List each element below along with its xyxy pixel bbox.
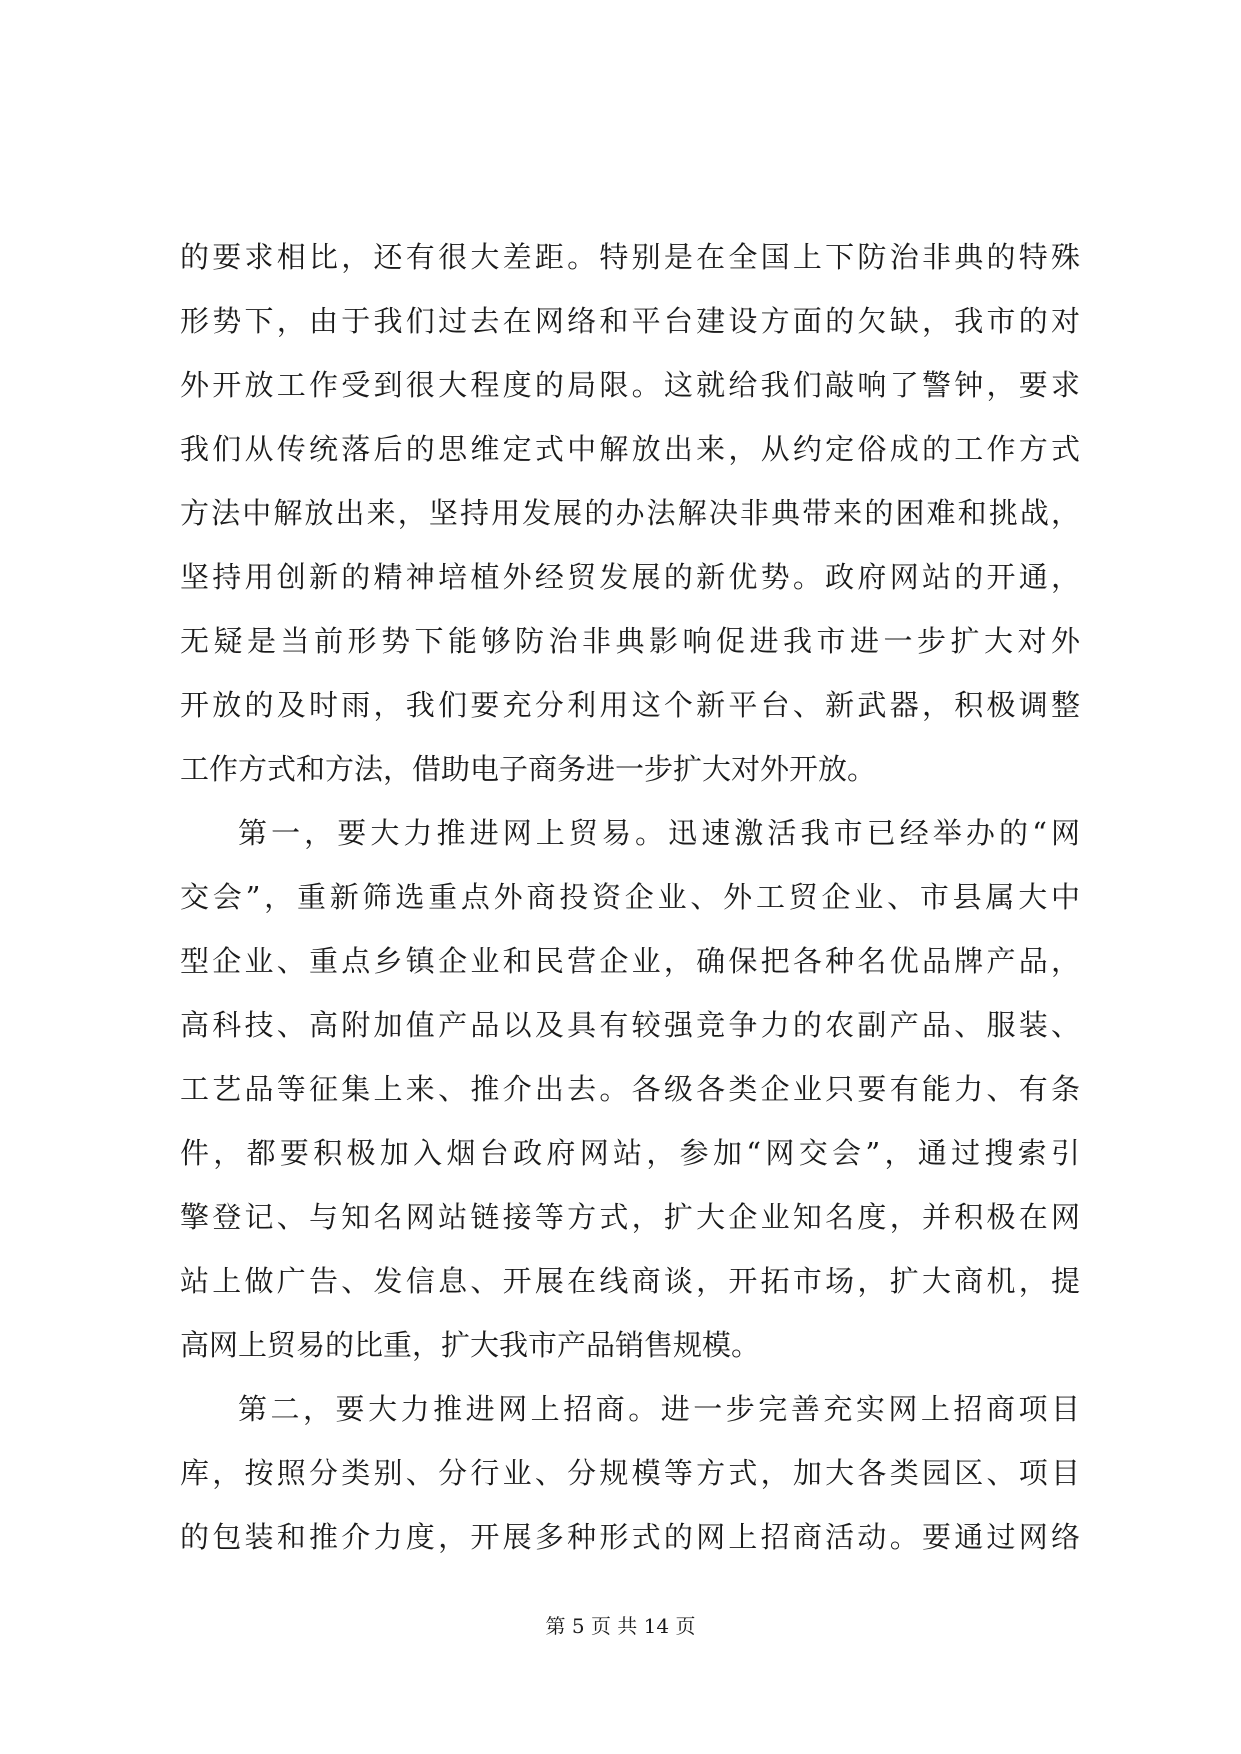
- paragraph-3-line-3: 的包装和推介力度，开展多种形式的网上招商活动。要通过网络: [180, 1520, 1080, 1554]
- paragraph-1-line-2: 形势下，由于我们过去在网络和平台建设方面的欠缺，我市的对: [180, 304, 1080, 338]
- paragraph-1-line-1: 的要求相比，还有很大差距。特别是在全国上下防治非典的特殊: [180, 240, 1080, 274]
- paragraph-2-line-3: 型企业、重点乡镇企业和民营企业，确保把各种名优品牌产品，: [180, 944, 1080, 978]
- paragraph-1-line-6: 坚持用创新的精神培植外经贸发展的新优势。政府网站的开通，: [180, 560, 1080, 594]
- page-footer: [0, 1610, 1241, 1639]
- paragraph-3-line-2: 库，按照分类别、分行业、分规模等方式，加大各类园区、项目: [180, 1456, 1080, 1490]
- paragraph-1-line-4: 我们从传统落后的思维定式中解放出来，从约定俗成的工作方式: [180, 432, 1080, 466]
- paragraph-2-line-1: 第一，要大力推进网上贸易。迅速激活我市已经举办的“网: [238, 816, 1080, 850]
- paragraph-2-line-6: 件，都要积极加入烟台政府网站，参加“网交会”，通过搜索引: [180, 1136, 1080, 1170]
- paragraph-2-line-7: 擎登记、与知名网站链接等方式，扩大企业知名度，并积极在网: [180, 1200, 1080, 1234]
- paragraph-3-line-1: 第二，要大力推进网上招商。进一步完善充实网上招商项目: [238, 1392, 1080, 1426]
- paragraph-1-line-3: 外开放工作受到很大程度的局限。这就给我们敲响了警钟，要求: [180, 368, 1080, 402]
- paragraph-1-line-8: 开放的及时雨，我们要充分利用这个新平台、新武器，积极调整: [180, 688, 1080, 722]
- page-number-label: 第 5 页 共 14 页: [545, 1614, 696, 1638]
- paragraph-1-line-9: 工作方式和方法，借助电子商务进一步扩大对外开放。: [180, 752, 877, 786]
- body-text: [180, 225, 1080, 1569]
- paragraph-2-line-8: 站上做广告、发信息、开展在线商谈，开拓市场，扩大商机，提: [180, 1264, 1080, 1298]
- paragraph-2-line-9: 高网上贸易的比重，扩大我市产品销售规模。: [180, 1328, 761, 1362]
- paragraph-1-line-7: 无疑是当前形势下能够防治非典影响促进我市进一步扩大对外: [180, 624, 1080, 658]
- paragraph-2-line-4: 高科技、高附加值产品以及具有较强竞争力的农副产品、服装、: [180, 1008, 1080, 1042]
- paragraph-2-line-5: 工艺品等征集上来、推介出去。各级各类企业只要有能力、有条: [180, 1072, 1080, 1106]
- paragraph-1-line-5: 方法中解放出来，坚持用发展的办法解决非典带来的困难和挑战，: [180, 496, 1080, 530]
- paragraph-2-line-2: 交会”，重新筛选重点外商投资企业、外工贸企业、市县属大中: [180, 880, 1080, 914]
